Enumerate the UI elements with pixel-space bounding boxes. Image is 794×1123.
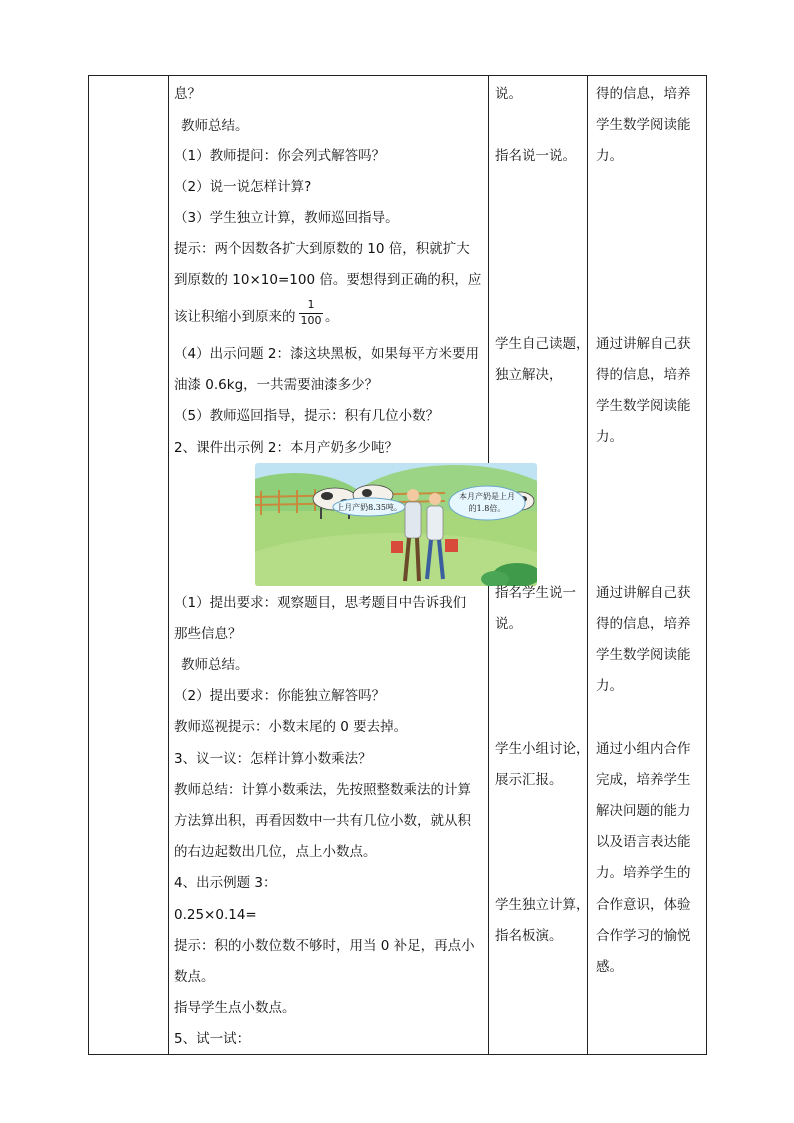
process-line: （2）提出要求：你能独立解答吗？ bbox=[174, 688, 386, 704]
intent-line: 力。培养学生的 bbox=[596, 865, 691, 881]
process-line: 2、课件出示例 2：本月产奶多少吨？ bbox=[174, 440, 398, 456]
process-line: 指导学生点小数点。 bbox=[174, 1000, 296, 1016]
intent-line: 完成，培养学生 bbox=[596, 772, 691, 788]
intent-line: 得的信息，培养 bbox=[596, 367, 691, 383]
process-line: （2）说一说怎样计算? bbox=[174, 179, 312, 195]
intent-line: 学生数学阅读能 bbox=[596, 398, 691, 414]
student-activity-column bbox=[489, 76, 590, 1054]
intent-line: 通过讲解自己获 bbox=[596, 336, 691, 352]
intent-line: 以及语言表达能 bbox=[596, 834, 691, 850]
activity-line: 展示汇报。 bbox=[495, 772, 563, 788]
process-line: （3）学生独立计算，教师巡回指导。 bbox=[174, 210, 399, 226]
activity-line: 学生小组讨论， bbox=[495, 741, 590, 757]
this-month-milk-bubble-line1: 本月产奶是上月 bbox=[459, 492, 515, 501]
activity-line: 说。 bbox=[495, 616, 522, 632]
intent-line: 力。 bbox=[596, 678, 623, 694]
process-line: 教师总结：计算小数乘法，先按照整数乘法的计算 bbox=[174, 782, 471, 798]
process-line: 那些信息？ bbox=[174, 626, 242, 642]
process-line: （4）出示问题 2：漆这块黑板，如果每平方米要用 bbox=[174, 346, 479, 362]
process-line: 5、试一试： bbox=[174, 1031, 251, 1047]
activity-line: 指名学生说一 bbox=[495, 585, 576, 601]
intent-line: 感。 bbox=[596, 959, 623, 975]
intent-line: 通过讲解自己获 bbox=[596, 585, 691, 601]
activity-line: 学生独立计算， bbox=[495, 897, 590, 913]
process-line: 方法算出积，再看因数中一共有几位小数，就从积 bbox=[174, 813, 471, 829]
process-line: 数点。 bbox=[174, 969, 215, 985]
process-line: 提示：积的小数位数不够时，用当 0 补足，再点小 bbox=[174, 938, 475, 954]
process-line: 的右边起数出几位，点上小数点。 bbox=[174, 844, 377, 860]
process-line: 教师总结。 bbox=[181, 657, 249, 673]
intent-line: 合作意识，体验 bbox=[596, 897, 691, 913]
intent-line: 通过小组内合作 bbox=[596, 741, 691, 757]
intent-line: 学生数学阅读能 bbox=[596, 117, 691, 133]
this-month-milk-bubble-line2: 的1.8倍。 bbox=[468, 504, 506, 513]
process-line: 0.25×0.14= bbox=[174, 907, 257, 923]
fraction-suffix: 。 bbox=[325, 309, 339, 325]
process-line: 息？ bbox=[174, 86, 201, 102]
activity-line: 说。 bbox=[495, 86, 522, 102]
process-line: 教师巡视提示：小数末尾的 0 要去掉。 bbox=[174, 719, 408, 735]
process-line: （1）提出要求：观察题目，思考题目中告诉我们 bbox=[174, 595, 467, 611]
intent-line: 学生数学阅读能 bbox=[596, 647, 691, 663]
teaching-process-column bbox=[169, 76, 515, 1054]
intent-line: 解决问题的能力 bbox=[596, 803, 691, 819]
activity-line: 指名板演。 bbox=[495, 928, 563, 944]
process-line: 到原数的 10×10=100 倍。要想得到正确的积，应 bbox=[174, 272, 482, 288]
last-month-milk-bubble: 上月产奶8.35吨。 bbox=[336, 503, 402, 512]
process-line: 提示：两个因数各扩大到原数的 10 倍，积就扩大 bbox=[174, 241, 470, 257]
process-line: 3、议一议：怎样计算小数乘法？ bbox=[174, 751, 372, 767]
process-line: （5）教师巡回指导，提示：积有几位小数？ bbox=[174, 408, 440, 424]
process-line: 教师总结。 bbox=[181, 118, 249, 134]
intent-line: 得的信息，培养 bbox=[596, 86, 691, 102]
fraction-numerator: 1 bbox=[307, 298, 315, 311]
process-line: 4、出示例题 3： bbox=[174, 875, 277, 891]
activity-line: 指名说一说。 bbox=[495, 148, 576, 164]
activity-line: 学生自己读题， bbox=[495, 336, 590, 352]
lesson-plan-table bbox=[88, 75, 707, 1055]
process-line: 该让积缩小到原来的 bbox=[174, 309, 296, 325]
intent-line: 合作学习的愉悦 bbox=[596, 928, 691, 944]
intent-line: 得的信息，培养 bbox=[596, 616, 691, 632]
intent-line: 力。 bbox=[596, 148, 623, 164]
activity-line: 独立解决， bbox=[495, 367, 563, 383]
process-line: 油漆 0.6kg，一共需要油漆多少？ bbox=[174, 377, 379, 393]
process-line: （1）教师提问：你会列式解答吗？ bbox=[174, 148, 386, 164]
intent-line: 力。 bbox=[596, 429, 623, 445]
design-intent-column bbox=[588, 76, 706, 1054]
fraction-denominator: 100 bbox=[300, 314, 322, 327]
